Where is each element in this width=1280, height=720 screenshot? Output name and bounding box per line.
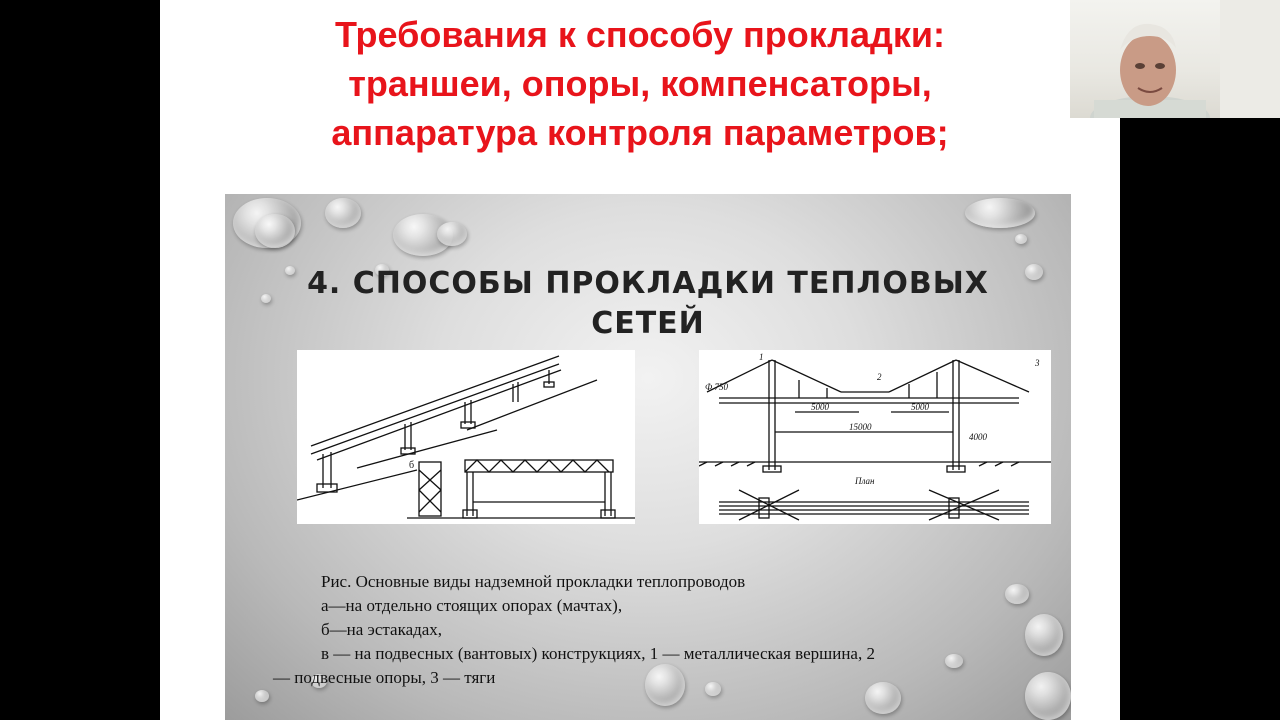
water-drop <box>437 222 467 246</box>
water-drop <box>965 198 1035 228</box>
heading-line-1: Требования к способу прокладки: <box>334 14 946 55</box>
heading-line-2: траншеи, опоры, компенсаторы, <box>348 63 932 104</box>
mark-2: 2 <box>877 372 882 382</box>
dim-total: 15000 <box>849 422 872 432</box>
caption-line-1: Рис. Основные виды надземной прокладки теплопроводов <box>321 572 746 591</box>
caption-line-3: б—на эстакадах, <box>321 620 443 639</box>
heading-line-3: аппаратура контроля параметров; <box>331 112 949 153</box>
figure-label-b: б <box>409 460 415 471</box>
inner-title-line-1: 4. СПОСОБЫ ПРОКЛАДКИ ТЕПЛОВЫХ <box>307 266 989 301</box>
presenter-webcam <box>1070 0 1280 118</box>
water-drop <box>1015 234 1027 244</box>
mark-1: 1 <box>759 352 764 362</box>
water-drop <box>255 214 295 248</box>
water-drop <box>1025 672 1071 720</box>
figure-suspended-drawing <box>699 350 1051 524</box>
embedded-slide-image <box>225 194 1071 720</box>
caption-line-5: — подвесные опоры, 3 — тяги <box>273 668 496 687</box>
inner-title-line-2: СЕТЕЙ <box>591 306 705 341</box>
caption-line-4: в — на подвесных (вантовых) конструкциях, 1 — металлическая вершина, 2 <box>321 644 875 663</box>
plan-label: План <box>855 476 875 486</box>
presenter-avatar-icon <box>1070 0 1280 118</box>
figure-supports-drawing <box>297 350 635 524</box>
left-letterbox <box>0 0 160 720</box>
figure-supports-and-trestle <box>297 350 635 524</box>
mark-3: 3 <box>1035 358 1040 368</box>
slide-heading <box>160 10 1120 157</box>
height-left: Ф 750 <box>705 382 728 392</box>
inner-slide-title <box>225 264 1071 344</box>
water-drop <box>255 690 269 702</box>
figure-caption <box>273 570 875 690</box>
presentation-slide <box>160 0 1120 720</box>
water-drop <box>325 198 361 228</box>
water-drop <box>1005 584 1029 604</box>
dim-right: 5000 <box>911 402 929 412</box>
caption-line-2: а—на отдельно стоящих опорах (мачтах), <box>321 596 623 615</box>
water-drop <box>945 654 963 668</box>
height-right: 4000 <box>969 432 987 442</box>
water-drop <box>1025 614 1063 656</box>
dim-left: 5000 <box>811 402 829 412</box>
figure-suspended-construction <box>699 350 1051 524</box>
